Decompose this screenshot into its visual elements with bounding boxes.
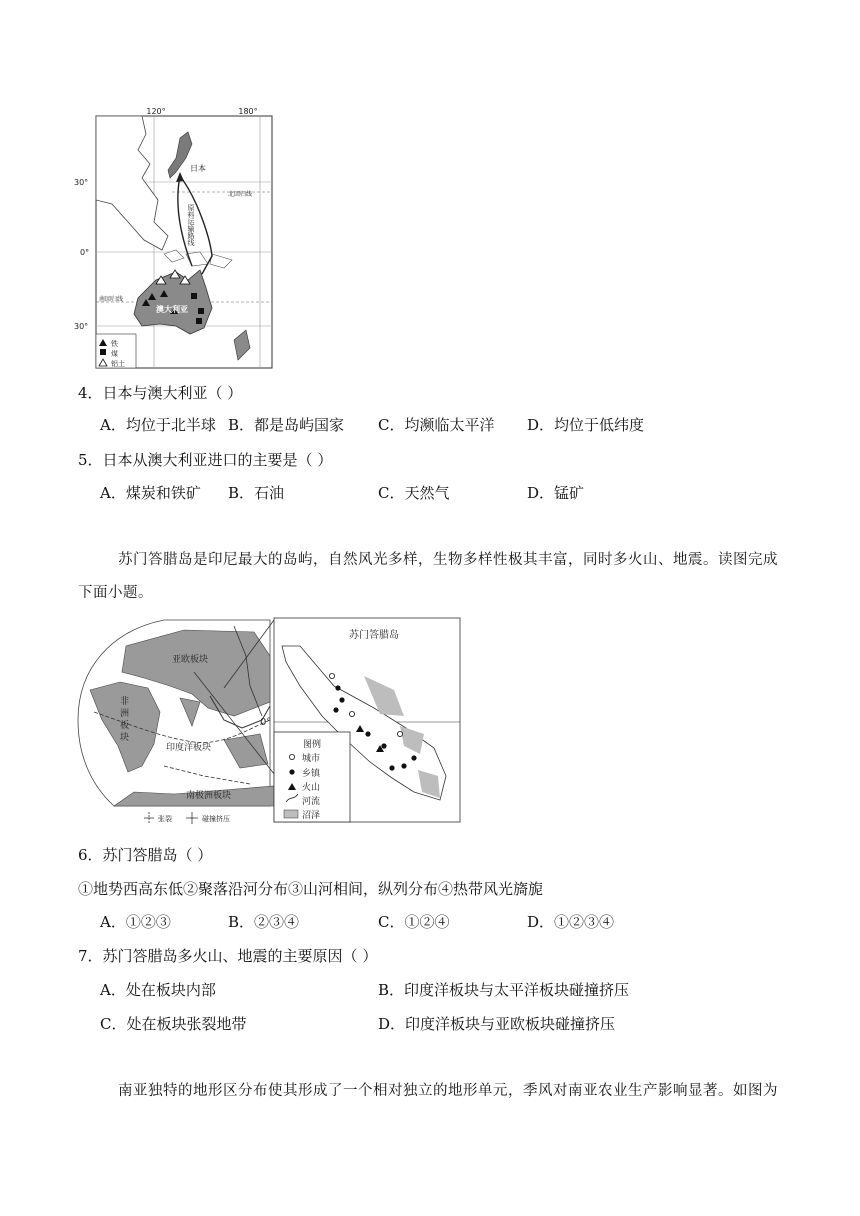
legend-iron: 铁	[111, 340, 118, 348]
legend-swamp: 沼泽	[302, 811, 321, 821]
q7-option-a[interactable]: A．处在板块内部	[100, 981, 216, 999]
label-south-tropic: 南回归线	[99, 296, 124, 303]
passage1-line2: 下面小题。	[78, 585, 153, 601]
q7-option-c[interactable]: C．处在板块张裂地带	[100, 1015, 247, 1033]
label-route: 原料运输路线	[187, 204, 195, 246]
label-australia: 澳大利亚	[156, 305, 188, 314]
lat-0: 0°	[80, 248, 90, 257]
q6-option-c[interactable]: C．①②④	[378, 913, 450, 931]
label-africa-1: 非	[120, 697, 130, 707]
label-africa-2: 洲	[120, 709, 130, 719]
legend-coal: 煤	[111, 350, 118, 358]
label-antarctic-plate: 南极洲板块	[186, 791, 232, 801]
legend-city: 城市	[302, 754, 321, 764]
q6-option-d[interactable]: D．①②③④	[527, 913, 615, 931]
q4-option-c[interactable]: C．均濒临太平洋	[378, 416, 495, 434]
label-north-tropic: 北回归线	[228, 191, 253, 198]
q4-option-b[interactable]: B．都是岛屿国家	[228, 416, 345, 434]
q4-option-a[interactable]: A．均位于北半球	[100, 416, 216, 434]
map-plates-sumatra	[74, 616, 464, 826]
q7-option-b[interactable]: B．印度洋板块与太平洋板块碰撞挤压	[378, 981, 630, 999]
legend-town: 乡镇	[302, 769, 321, 779]
legend-volcano: 火山	[302, 783, 321, 793]
island-title: 苏门答腊岛	[349, 630, 399, 641]
label-indian-plate: 印度洋板块	[166, 743, 212, 753]
q5-stem: 5．日本从澳大利亚进口的主要是（ ）	[78, 451, 333, 469]
q5-option-a[interactable]: A．煤炭和铁矿	[100, 484, 201, 502]
q6-statements: ①地势西高东低②聚落沿河分布③山河相间，纵列分布④热带风光旖旎	[78, 880, 544, 898]
lon-180: 180°	[238, 107, 258, 116]
q5-option-c[interactable]: C．天然气	[378, 484, 450, 502]
label-eurasia-plate: 亚欧板块	[172, 655, 209, 665]
label-africa-4: 块	[120, 733, 130, 743]
lat-30n: 30°	[74, 178, 89, 187]
passage1-line1: 苏门答腊岛是印尼最大的岛屿，自然风光多样，生物多样性极其丰富，同时多火山、地震。读图完成	[118, 552, 778, 568]
passage2-line1: 南亚独特的地形区分布使其形成了一个相对独立的地形单元，季风对南亚农业生产影响显著。如图为	[118, 1083, 778, 1099]
q5-option-d[interactable]: D．锰矿	[527, 484, 585, 502]
q6-stem: 6．苏门答腊岛（ ）	[78, 846, 213, 864]
map-japan-australia	[72, 104, 282, 372]
q7-stem: 7．苏门答腊岛多火山、地震的主要原因（ ）	[78, 947, 378, 965]
label-japan: 日本	[190, 164, 206, 173]
q6-option-a[interactable]: A．①②③	[100, 913, 171, 931]
key-rift: 张裂	[158, 815, 172, 823]
legend-title: 图例	[302, 740, 322, 750]
legend-bauxite: 铝土	[111, 360, 125, 368]
q5-option-b[interactable]: B．石油	[228, 484, 285, 502]
key-collision: 碰撞挤压	[202, 815, 230, 823]
q4-stem: 4．日本与澳大利亚（ ）	[78, 384, 243, 402]
q6-option-b[interactable]: B．②③④	[228, 913, 300, 931]
lat-30s: 30°	[74, 322, 89, 331]
label-africa-3: 板	[120, 721, 130, 731]
q4-option-d[interactable]: D．均位于低纬度	[527, 416, 645, 434]
legend-river: 河流	[302, 797, 321, 807]
label-equator: 0°	[260, 717, 272, 728]
lon-120: 120°	[146, 107, 166, 116]
q7-option-d[interactable]: D．印度洋板块与亚欧板块碰撞挤压	[378, 1015, 616, 1033]
